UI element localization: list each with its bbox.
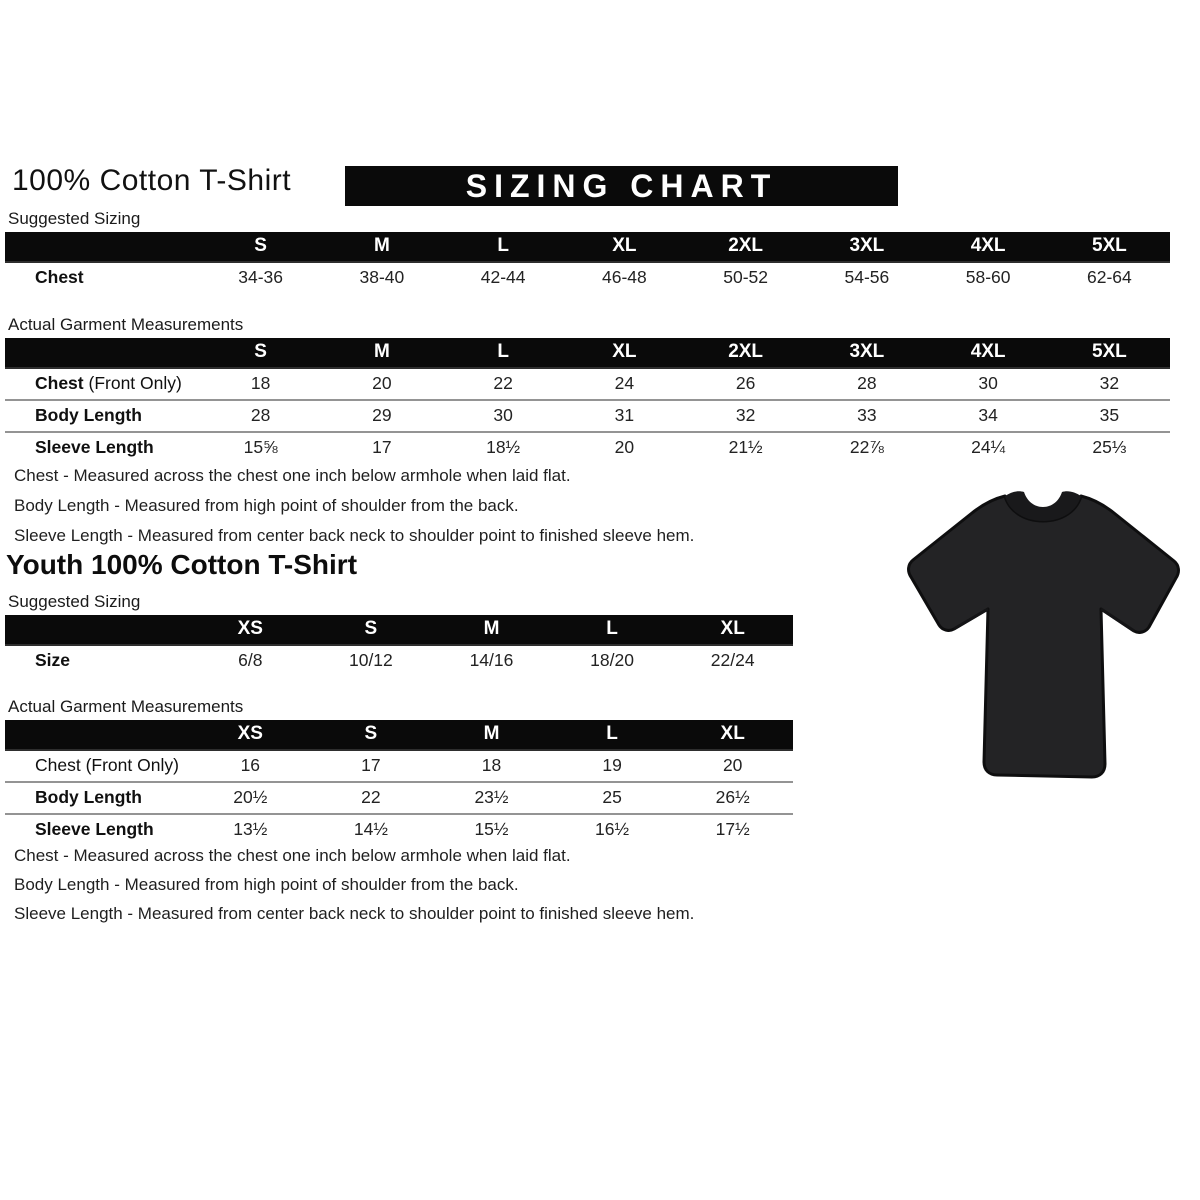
size-column-header: S xyxy=(200,338,321,368)
size-column-header: L xyxy=(443,232,564,262)
row-label: Chest (Front Only) xyxy=(5,750,190,782)
size-column-header: 3XL xyxy=(806,232,927,262)
note-line: Sleeve Length - Measured from center back neck to shoulder point to finished sleeve hem. xyxy=(14,526,695,545)
actual-measurements-label: Actual Garment Measurements xyxy=(8,315,244,334)
value-cell: 46-48 xyxy=(564,262,685,293)
row-label: Body Length xyxy=(5,782,190,814)
value-cell: 14½ xyxy=(311,814,432,845)
value-cell: 18 xyxy=(431,750,552,782)
value-cell: 25 xyxy=(552,782,673,814)
size-column-header: M xyxy=(321,232,442,262)
youth-measurement-notes xyxy=(14,841,694,928)
value-cell: 18 xyxy=(200,368,321,400)
adult-measurement-notes xyxy=(14,461,694,551)
size-column-header: S xyxy=(311,615,432,645)
size-column-header: L xyxy=(443,338,564,368)
value-cell: 50-52 xyxy=(685,262,806,293)
size-column-header: 2XL xyxy=(685,338,806,368)
adult-actual-measurements-section xyxy=(5,315,1170,463)
size-header-row xyxy=(5,232,1170,262)
size-row xyxy=(5,645,793,676)
size-column-header: XL xyxy=(672,720,793,750)
tshirt-image xyxy=(890,478,1196,808)
value-cell: 54-56 xyxy=(806,262,927,293)
value-cell: 17½ xyxy=(672,814,793,845)
size-column-header: M xyxy=(431,720,552,750)
value-cell: 32 xyxy=(1049,368,1170,400)
value-cell: 20 xyxy=(321,368,442,400)
size-column-header: S xyxy=(311,720,432,750)
empty-header-cell xyxy=(5,232,200,262)
row-label: Size xyxy=(5,645,190,676)
note-line: Body Length - Measured from high point of shoulder from the back. xyxy=(14,875,519,894)
body-length-row xyxy=(5,400,1170,432)
value-cell: 23½ xyxy=(431,782,552,814)
value-cell: 6/8 xyxy=(190,645,311,676)
suggested-sizing-label: Suggested Sizing xyxy=(8,209,141,228)
value-cell: 28 xyxy=(806,368,927,400)
value-cell: 17 xyxy=(311,750,432,782)
value-cell: 58-60 xyxy=(928,262,1049,293)
youth-suggested-sizing-section xyxy=(5,592,793,676)
value-cell: 13½ xyxy=(190,814,311,845)
size-column-header: S xyxy=(200,232,321,262)
value-cell: 35 xyxy=(1049,400,1170,432)
value-cell: 24 xyxy=(564,368,685,400)
size-column-header: 5XL xyxy=(1049,232,1170,262)
body-length-row xyxy=(5,782,793,814)
value-cell: 14/16 xyxy=(431,645,552,676)
value-cell: 32 xyxy=(685,400,806,432)
size-column-header: XL xyxy=(672,615,793,645)
size-header-row xyxy=(5,338,1170,368)
row-label: Chest xyxy=(5,262,200,293)
value-cell: 15½ xyxy=(431,814,552,845)
sleeve-length-row xyxy=(5,432,1170,463)
value-cell: 16 xyxy=(190,750,311,782)
size-header-row xyxy=(5,615,793,645)
suggested-sizing-label: Suggested Sizing xyxy=(8,592,141,611)
size-column-header: M xyxy=(431,615,552,645)
value-cell: 19 xyxy=(552,750,673,782)
row-label: Sleeve Length xyxy=(5,814,190,845)
value-cell: 30 xyxy=(443,400,564,432)
value-cell: 62-64 xyxy=(1049,262,1170,293)
note-line: Chest - Measured across the chest one inch below armhole when laid flat. xyxy=(14,846,571,865)
row-label: Chest (Front Only) xyxy=(5,368,200,400)
value-cell: 22/24 xyxy=(672,645,793,676)
value-cell: 18/20 xyxy=(552,645,673,676)
size-column-header: 4XL xyxy=(928,232,1049,262)
chest-row xyxy=(5,262,1170,293)
value-cell: 22 xyxy=(311,782,432,814)
size-column-header: L xyxy=(552,720,673,750)
size-column-header: 4XL xyxy=(928,338,1049,368)
value-cell: 26 xyxy=(685,368,806,400)
size-column-header: XS xyxy=(190,615,311,645)
value-cell: 18½ xyxy=(443,432,564,463)
value-cell: 24¼ xyxy=(928,432,1049,463)
size-column-header: 2XL xyxy=(685,232,806,262)
sizing-chart-banner: SIZING CHART xyxy=(345,166,898,206)
note-line: Sleeve Length - Measured from center back neck to shoulder point to finished sleeve hem. xyxy=(14,904,695,923)
value-cell: 34 xyxy=(928,400,1049,432)
value-cell: 22 xyxy=(443,368,564,400)
value-cell: 16½ xyxy=(552,814,673,845)
empty-header-cell xyxy=(5,720,190,750)
size-header-row xyxy=(5,720,793,750)
size-column-header: M xyxy=(321,338,442,368)
actual-measurements-label: Actual Garment Measurements xyxy=(8,697,244,716)
value-cell: 15⅝ xyxy=(200,432,321,463)
chest-front-only-row xyxy=(5,750,793,782)
value-cell: 20 xyxy=(564,432,685,463)
empty-header-cell xyxy=(5,615,190,645)
page-title: 100% Cotton T-Shirt xyxy=(12,164,292,197)
value-cell: 42-44 xyxy=(443,262,564,293)
value-cell: 28 xyxy=(200,400,321,432)
value-cell: 29 xyxy=(321,400,442,432)
youth-suggested-sizing-table xyxy=(5,615,793,676)
adult-suggested-sizing-section xyxy=(5,209,1170,293)
youth-section-title: Youth 100% Cotton T-Shirt xyxy=(6,549,358,580)
value-cell: 20½ xyxy=(190,782,311,814)
value-cell: 33 xyxy=(806,400,927,432)
value-cell: 25⅓ xyxy=(1049,432,1170,463)
value-cell: 10/12 xyxy=(311,645,432,676)
value-cell: 38-40 xyxy=(321,262,442,293)
youth-actual-measurements-table xyxy=(5,720,793,845)
value-cell: 26½ xyxy=(672,782,793,814)
adult-suggested-sizing-table xyxy=(5,232,1170,293)
value-cell: 31 xyxy=(564,400,685,432)
youth-actual-measurements-section xyxy=(5,697,793,845)
value-cell: 17 xyxy=(321,432,442,463)
size-column-header: XL xyxy=(564,232,685,262)
size-column-header: 5XL xyxy=(1049,338,1170,368)
empty-header-cell xyxy=(5,338,200,368)
row-label: Sleeve Length xyxy=(5,432,200,463)
note-line: Body Length - Measured from high point of shoulder from the back. xyxy=(14,496,519,515)
size-column-header: XS xyxy=(190,720,311,750)
size-column-header: L xyxy=(552,615,673,645)
row-label: Body Length xyxy=(5,400,200,432)
size-column-header: 3XL xyxy=(806,338,927,368)
value-cell: 20 xyxy=(672,750,793,782)
size-column-header: XL xyxy=(564,338,685,368)
chest-front-only-row xyxy=(5,368,1170,400)
note-line: Chest - Measured across the chest one inch below armhole when laid flat. xyxy=(14,466,571,485)
value-cell: 30 xyxy=(928,368,1049,400)
value-cell: 21½ xyxy=(685,432,806,463)
adult-actual-measurements-table xyxy=(5,338,1170,463)
value-cell: 34-36 xyxy=(200,262,321,293)
value-cell: 22⅞ xyxy=(806,432,927,463)
